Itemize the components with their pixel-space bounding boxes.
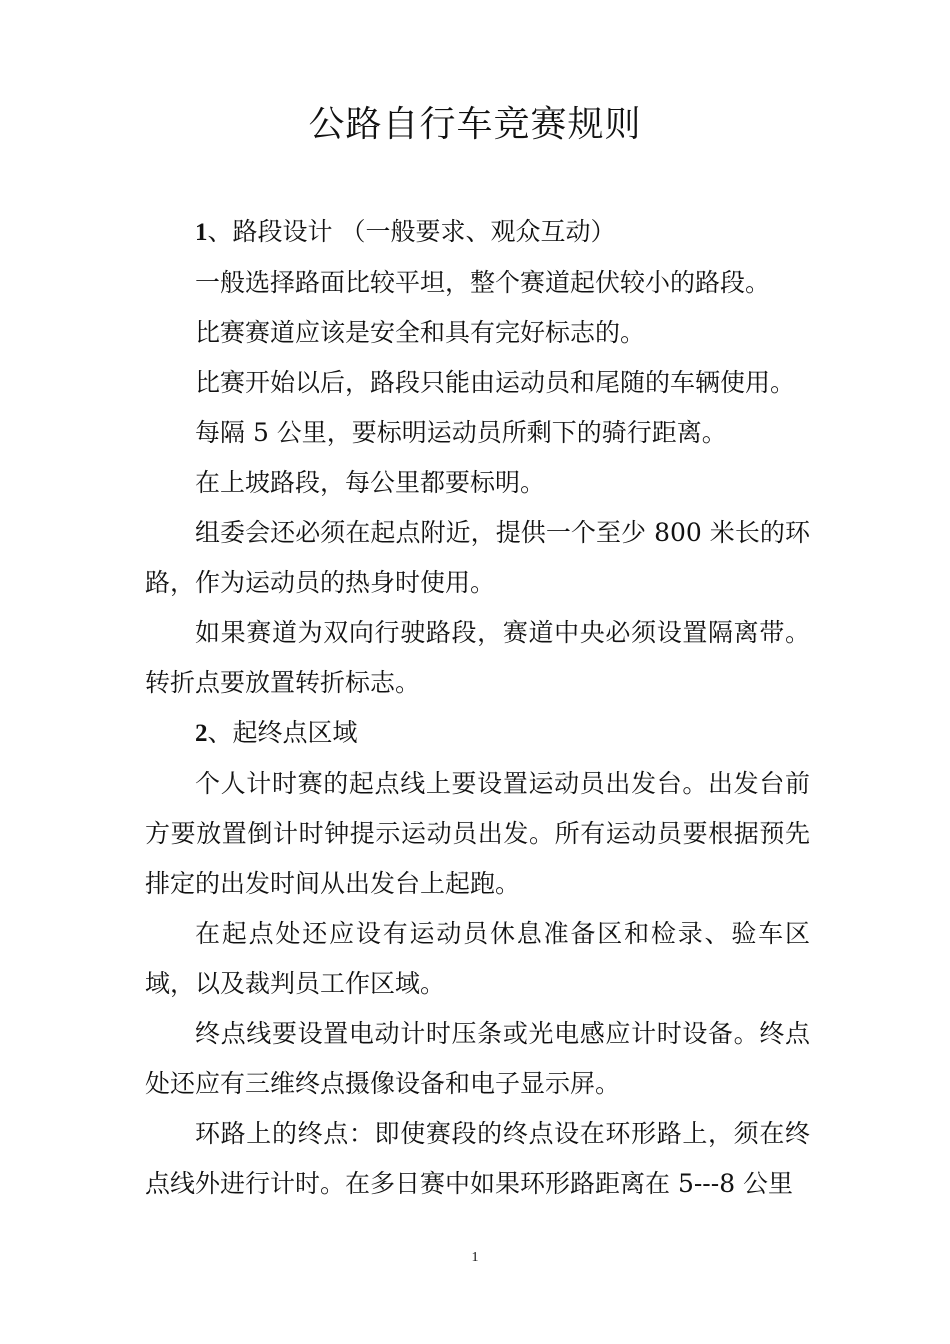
paragraph-2: 比赛赛道应该是安全和具有完好标志的。 bbox=[195, 318, 646, 347]
section-title-2: 、起终点区域 bbox=[207, 718, 358, 747]
section-number-2: 2 bbox=[195, 720, 208, 747]
document-title: 公路自行车竞赛规则 bbox=[308, 104, 642, 145]
paragraph-3: 比赛开始以后，路段只能由运动员和尾随的车辆使用。 bbox=[195, 368, 796, 397]
section-title-1: 、路段设计 （一般要求、观众互动） bbox=[207, 217, 616, 246]
paragraph-11: 环路上的终点：即使赛段的终点设在环形路上，须在终点线外进行计时。在多日赛中如果环形路距离在 5---8 公里 bbox=[145, 1119, 810, 1198]
paragraph-6: 组委会还必须在起点附近，提供一个至少 800 米长的环路，作为运动员的热身时使用。 bbox=[145, 518, 810, 597]
paragraph-5: 在上坡路段，每公里都要标明。 bbox=[195, 468, 546, 497]
document-body bbox=[145, 207, 810, 1209]
paragraph-10: 终点线要设置电动计时压条或光电感应计时设备。终点处还应有三维终点摄像设备和电子显示屏。 bbox=[145, 1019, 810, 1098]
section-number-1: 1 bbox=[195, 219, 208, 246]
paragraph-1: 一般选择路面比较平坦，整个赛道起伏较小的路段。 bbox=[195, 268, 771, 297]
section-heading-1 bbox=[145, 207, 810, 258]
paragraph-9: 在起点处还应设有运动员休息准备区和检录、验车区域，以及裁判员工作区域。 bbox=[145, 919, 810, 998]
paragraph-4: 每隔 5 公里，要标明运动员所剩下的骑行距离。 bbox=[195, 418, 727, 447]
section-heading-2 bbox=[145, 708, 810, 759]
paragraph-7: 如果赛道为双向行驶路段，赛道中央必须设置隔离带。转折点要放置转折标志。 bbox=[145, 618, 810, 697]
page-number: 1 bbox=[471, 1250, 479, 1265]
paragraph-8: 个人计时赛的起点线上要设置运动员出发台。出发台前方要放置倒计时钟提示运动员出发。所有运动员要根据预先排定的出发时间从出发台上起跑。 bbox=[145, 769, 810, 898]
